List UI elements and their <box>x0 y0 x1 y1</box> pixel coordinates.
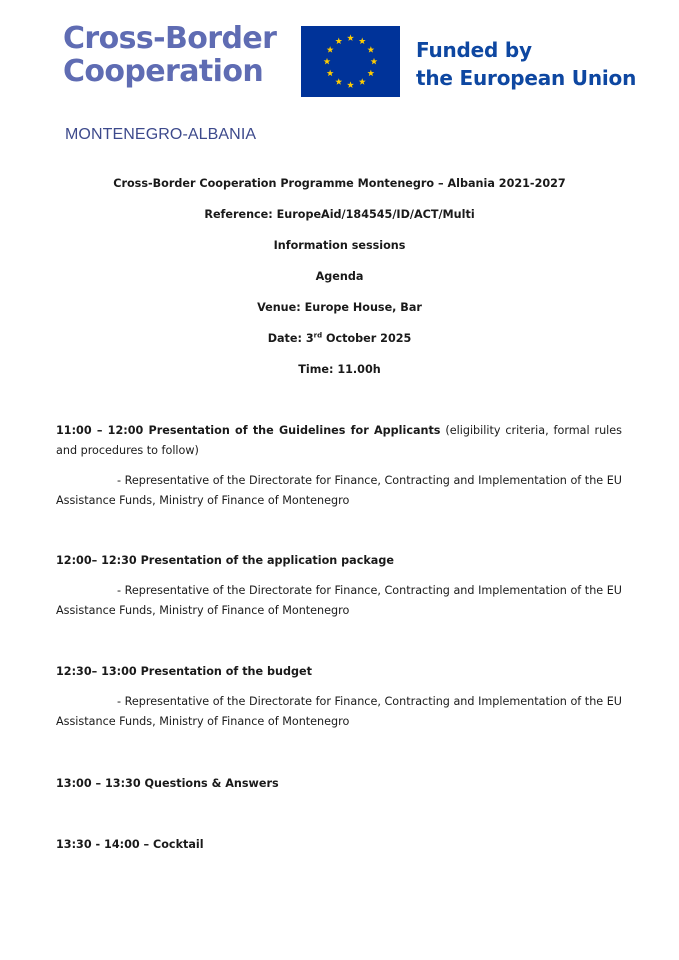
program-region: MONTENEGRO-ALBANIA <box>65 126 257 143</box>
agenda-item-title: 13:00 – 13:30 Questions & Answers <box>56 777 279 790</box>
agenda-item-title: 12:00– 12:30 Presentation of the application package <box>56 554 394 567</box>
reference: Reference: EuropeAid/184545/ID/ACT/Multi <box>204 208 475 221</box>
agenda-item-representative: - Representative of the Directorate for Finance, Contracting and Implementation of the EU Assistance Funds, Ministry of Finance of Montenegro <box>56 695 622 728</box>
date <box>0 329 679 360</box>
agenda-item-title: 11:00 – 12:00 Presentation of the Guidelines for Applicants <box>56 424 441 437</box>
venue: Venue: Europe House, Bar <box>257 301 422 314</box>
agenda-item-representative: - Representative of the Directorate for Finance, Contracting and Implementation of the EU Assistance Funds, Ministry of Finance of Montenegro <box>56 584 622 617</box>
agenda-item <box>56 421 622 511</box>
programme-title: Cross-Border Cooperation Programme Montenegro – Albania 2021-2027 <box>113 177 566 190</box>
funded-by-eu-text <box>416 36 636 92</box>
date-prefix: Date: 3 <box>267 332 314 345</box>
sessions-heading: Information sessions <box>273 239 406 252</box>
agenda-item-detail: (eligibility criteria, formal rules and procedures to follow) <box>56 424 623 457</box>
logo-line-2: Cooperation <box>63 54 264 89</box>
eu-flag-icon <box>301 26 400 97</box>
funded-line-2: the European Union <box>416 66 637 90</box>
funded-line-1: Funded by <box>416 38 532 62</box>
session-info <box>0 174 679 391</box>
agenda-item <box>56 551 622 621</box>
date-ordinal: rd <box>313 331 323 340</box>
agenda-item-title: 12:30– 13:00 Presentation of the budget <box>56 665 312 678</box>
cross-border-cooperation-logo <box>63 21 277 89</box>
agenda-item-representative: - Representative of the Directorate for Finance, Contracting and Implementation of the EU Assistance Funds, Ministry of Finance of Montenegro <box>56 474 622 507</box>
time: Time: 11.00h <box>298 363 381 376</box>
agenda-heading: Agenda <box>315 270 364 283</box>
agenda-item-title: 13:30 - 14:00 – Cocktail <box>56 838 204 851</box>
page-header <box>0 0 679 160</box>
date-rest: October 2025 <box>322 332 412 345</box>
logo-line-1: Cross-Border <box>63 21 277 56</box>
agenda-item <box>56 835 622 855</box>
agenda-item-heading <box>56 421 622 461</box>
agenda-item <box>56 662 622 732</box>
agenda-item <box>56 774 622 794</box>
